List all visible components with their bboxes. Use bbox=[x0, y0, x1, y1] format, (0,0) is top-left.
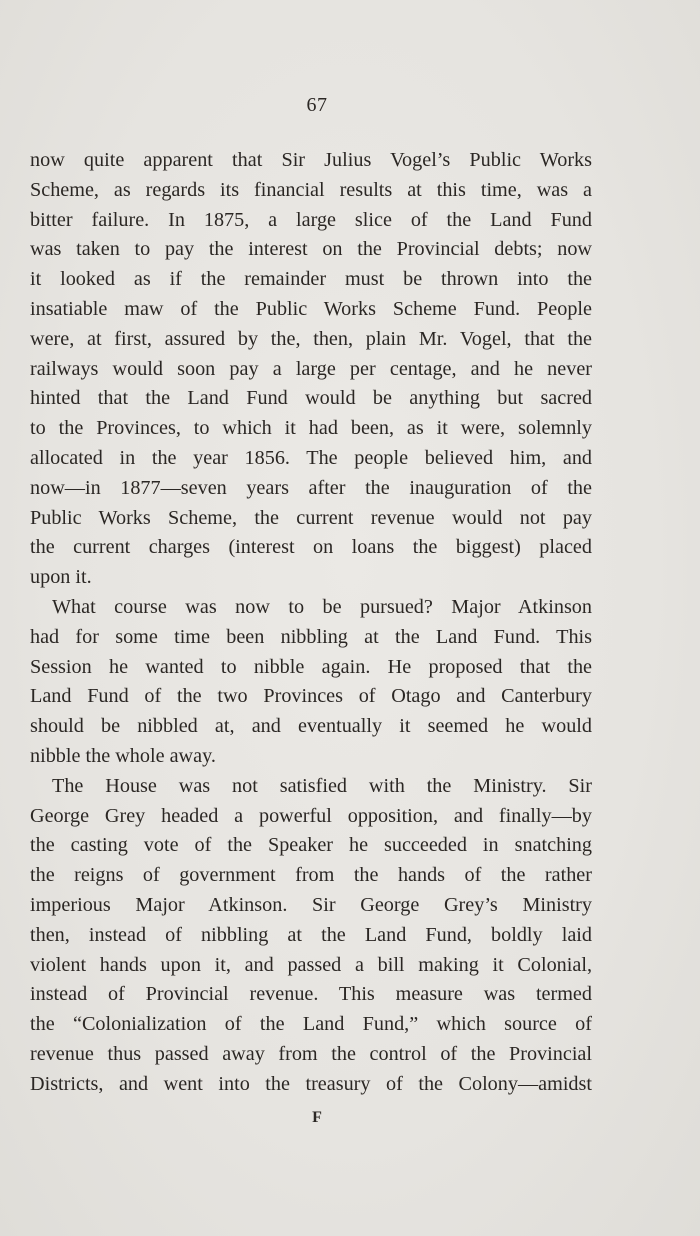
text-line: violent hands upon it, and passed a bill making it Colonial, bbox=[30, 953, 592, 976]
text-line: now—in 1877—seven years after the inauguration of the bbox=[30, 476, 592, 499]
text-line: revenue thus passed away from the control of the Provincial bbox=[30, 1042, 592, 1065]
paragraph bbox=[30, 593, 592, 772]
paragraph bbox=[30, 772, 592, 1100]
text-line: should be nibbled at, and eventually it seemed he would bbox=[30, 715, 592, 738]
text-line: Session he wanted to nibble again. He proposed that the bbox=[30, 655, 592, 678]
signature-mark: F bbox=[312, 1109, 322, 1126]
text-line: upon it. bbox=[30, 566, 92, 589]
paragraph bbox=[30, 146, 592, 593]
text-line: the “Colonialization of the Land Fund,” which source of bbox=[30, 1013, 592, 1036]
text-line: The House was not satisfied with the Ministry. Sir bbox=[52, 774, 592, 797]
page-number: 67 bbox=[306, 94, 328, 116]
text-line: the casting vote of the Speaker he succeeded in snatching bbox=[30, 834, 592, 857]
text-line: Districts, and went into the treasury of the Colony—amidst bbox=[30, 1072, 592, 1095]
text-line: railways would soon pay a large per centage, and he never bbox=[30, 357, 592, 380]
text-line: to the Provinces, to which it had been, as it were, solemnly bbox=[30, 417, 592, 440]
text-line: imperious Major Atkinson. Sir George Grey’s Ministry bbox=[30, 893, 592, 916]
text-line: What course was now to be pursued? Major Atkinson bbox=[52, 595, 592, 618]
text-line: George Grey headed a powerful opposition, and finally—by bbox=[30, 804, 592, 827]
text-line: was taken to pay the interest on the Provincial debts; now bbox=[30, 238, 592, 261]
text-line: insatiable maw of the Public Works Scheme Fund. People bbox=[30, 297, 592, 320]
text-line: the current charges (interest on loans the biggest) placed bbox=[30, 536, 592, 559]
text-line: bitter failure. In 1875, a large slice of the Land Fund bbox=[30, 208, 592, 231]
text-line: Land Fund of the two Provinces of Otago and Canterbury bbox=[30, 685, 592, 708]
text-line: instead of Provincial revenue. This measure was termed bbox=[30, 983, 592, 1006]
text-line: it looked as if the remainder must be thrown into the bbox=[30, 268, 592, 291]
text-line: allocated in the year 1856. The people believed him, and bbox=[30, 446, 592, 469]
text-line: had for some time been nibbling at the Land Fund. This bbox=[30, 625, 592, 648]
text-line: were, at first, assured by the, then, plain Mr. Vogel, that the bbox=[30, 327, 592, 350]
body-text bbox=[30, 146, 592, 1100]
text-line: Scheme, as regards its financial results at this time, was a bbox=[30, 178, 592, 201]
text-line: the reigns of government from the hands of the rather bbox=[30, 864, 592, 887]
text-line: now quite apparent that Sir Julius Vogel’s Public Works bbox=[30, 149, 592, 171]
text-line: Public Works Scheme, the current revenue would not pay bbox=[30, 506, 592, 529]
text-line: then, instead of nibbling at the Land Fund, boldly laid bbox=[30, 923, 592, 946]
text-line: nibble the whole away. bbox=[30, 744, 216, 767]
text-line: hinted that the Land Fund would be anything but sacred bbox=[30, 387, 592, 410]
